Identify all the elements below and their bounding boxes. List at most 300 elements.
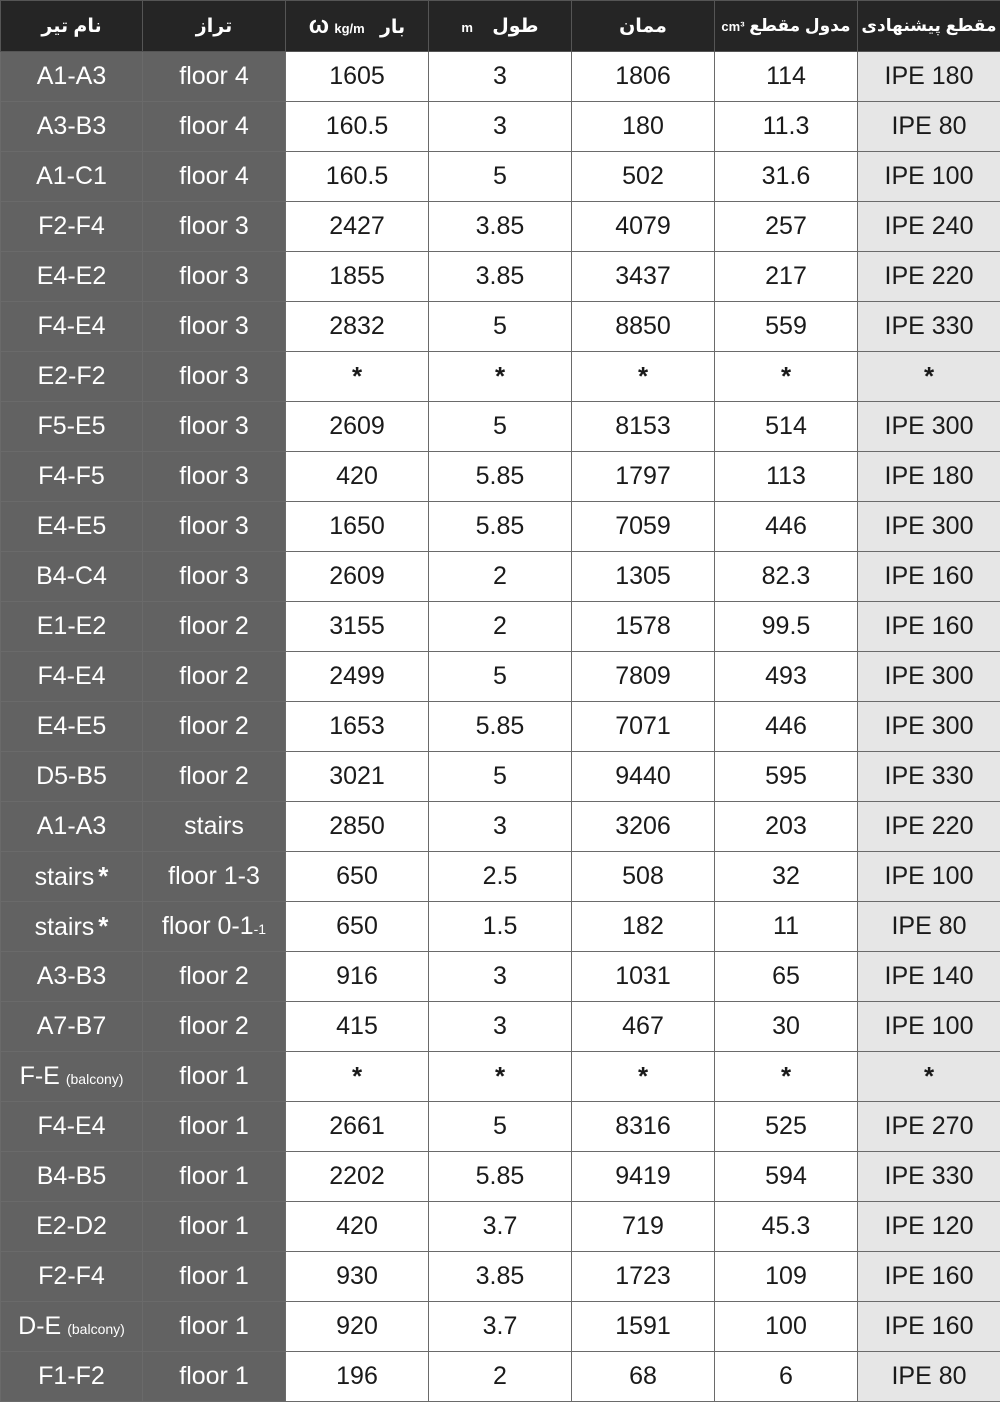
length-cell-text: 5 xyxy=(493,1112,507,1140)
load-cell xyxy=(286,652,429,702)
beam-name-cell xyxy=(1,952,143,1002)
moment-cell-text: 1031 xyxy=(615,962,671,990)
level-cell-text: floor 3 xyxy=(179,512,249,540)
load-cell-text: 650 xyxy=(336,912,378,940)
modulus-cell-text: 203 xyxy=(765,812,807,840)
level-cell xyxy=(143,952,286,1002)
load-cell xyxy=(286,1052,429,1102)
level-cell-text: floor 2 xyxy=(179,1012,249,1040)
header-length xyxy=(429,1,572,52)
moment-cell xyxy=(572,1052,715,1102)
beam-name-cell-text: E4-E5 xyxy=(36,512,107,540)
length-cell xyxy=(429,1352,572,1402)
level-cell-text: floor 3 xyxy=(179,212,249,240)
level-cell-text: floor 3 xyxy=(179,262,249,290)
length-cell xyxy=(429,202,572,252)
beam-name-cell xyxy=(1,502,143,552)
beam-name-cell xyxy=(1,202,143,252)
moment-cell-text: 1578 xyxy=(615,612,671,640)
length-cell-text: 5 xyxy=(493,162,507,190)
modulus-cell xyxy=(715,1102,858,1152)
table-row xyxy=(1,952,1000,1002)
section-cell xyxy=(858,402,1000,452)
load-cell xyxy=(286,1352,429,1402)
load-cell-text: 1855 xyxy=(329,262,385,290)
moment-cell-text: 1305 xyxy=(615,562,671,590)
moment-cell xyxy=(572,852,715,902)
beam-name-cell-text: A3-B3 xyxy=(36,962,107,990)
beam-name-cell-text: F2-F4 xyxy=(38,1262,105,1290)
modulus-cell-text: 493 xyxy=(765,662,807,690)
length-cell-text: 5 xyxy=(493,312,507,340)
moment-cell-text: 7809 xyxy=(615,662,671,690)
moment-cell xyxy=(572,202,715,252)
section-cell-text: IPE 330 xyxy=(884,312,974,340)
moment-cell xyxy=(572,952,715,1002)
table-row xyxy=(1,552,1000,602)
length-cell xyxy=(429,302,572,352)
header-modulus xyxy=(715,1,858,52)
modulus-cell xyxy=(715,1002,858,1052)
load-cell-text: 160.5 xyxy=(325,162,389,190)
level-cell xyxy=(143,1202,286,1252)
length-label: طول xyxy=(492,15,539,37)
moment-cell-text: 508 xyxy=(622,862,664,890)
level-cell-text: floor 1 xyxy=(179,1262,249,1290)
beam-name-cell-text: B4-C4 xyxy=(36,562,107,590)
section-cell xyxy=(858,652,1000,702)
level-cell-text: floor 2 xyxy=(179,962,249,990)
table-row xyxy=(1,602,1000,652)
header-section: مقطع پیشنهادی xyxy=(858,1,1000,52)
length-cell-text: 3.85 xyxy=(475,1262,525,1290)
load-cell xyxy=(286,902,429,952)
level-cell xyxy=(143,1102,286,1152)
beam-name-note: (balcony) xyxy=(67,1321,125,1337)
level-cell-text: floor 1 xyxy=(179,1362,249,1390)
level-cell-text: floor 3 xyxy=(179,312,249,340)
moment-cell-text: 1806 xyxy=(615,62,671,90)
length-cell xyxy=(429,1152,572,1202)
length-cell-text: 3.7 xyxy=(482,1212,518,1240)
moment-cell xyxy=(572,1302,715,1352)
section-cell-text: IPE 330 xyxy=(884,762,974,790)
load-unit: kg/m xyxy=(334,21,365,36)
section-cell xyxy=(858,302,1000,352)
beam-name-cell xyxy=(1,602,143,652)
modulus-cell-text: 217 xyxy=(765,262,807,290)
length-cell-text: 5 xyxy=(493,662,507,690)
load-cell xyxy=(286,202,429,252)
table-body xyxy=(1,52,1000,1402)
beam-name-cell xyxy=(1,252,143,302)
moment-cell xyxy=(572,802,715,852)
length-cell-text: 2 xyxy=(493,562,507,590)
level-cell-text: floor 3 xyxy=(179,562,249,590)
length-cell-text: 3 xyxy=(493,112,507,140)
modulus-cell-text: 114 xyxy=(766,62,806,90)
section-cell xyxy=(858,152,1000,202)
moment-cell xyxy=(572,652,715,702)
moment-cell-text: 3437 xyxy=(615,262,671,290)
level-cell xyxy=(143,102,286,152)
modulus-cell xyxy=(715,552,858,602)
beam-name-cell-text: stairs xyxy=(34,863,95,891)
load-cell-text: 160.5 xyxy=(325,112,389,140)
level-cell-text: floor 4 xyxy=(179,112,249,140)
level-cell-text: floor 1 xyxy=(179,1112,249,1140)
table-row xyxy=(1,702,1000,752)
beam-name-cell-text: B4-B5 xyxy=(36,1162,107,1190)
table-row xyxy=(1,902,1000,952)
modulus-cell-text: 109 xyxy=(765,1262,807,1290)
section-cell-text: IPE 100 xyxy=(884,1012,974,1040)
length-cell-text: 3 xyxy=(493,812,507,840)
moment-cell xyxy=(572,1352,715,1402)
length-cell xyxy=(429,252,572,302)
modulus-cell xyxy=(715,452,858,502)
section-cell-text: * xyxy=(923,1061,935,1091)
modulus-cell-text: 82.3 xyxy=(761,562,811,590)
length-cell xyxy=(429,852,572,902)
moment-cell xyxy=(572,452,715,502)
beam-name-cell-text: F4-E4 xyxy=(37,662,106,690)
load-cell xyxy=(286,1002,429,1052)
table-row xyxy=(1,1252,1000,1302)
level-cell-text: floor 3 xyxy=(179,462,249,490)
table-row xyxy=(1,1352,1000,1402)
beam-name-cell-text: F5-E5 xyxy=(37,412,106,440)
modulus-cell-text: 45.3 xyxy=(761,1212,811,1240)
moment-cell-text: * xyxy=(637,1061,649,1091)
length-cell xyxy=(429,402,572,452)
moment-cell xyxy=(572,1152,715,1202)
level-cell-text: floor 0-1 xyxy=(161,912,254,940)
section-cell xyxy=(858,1302,1000,1352)
modulus-cell-text: 99.5 xyxy=(761,612,811,640)
moment-cell-text: 68 xyxy=(629,1362,657,1390)
modulus-cell xyxy=(715,152,858,202)
modulus-unit: cm³ xyxy=(721,19,745,34)
load-cell-text: 2427 xyxy=(329,212,385,240)
load-cell xyxy=(286,1252,429,1302)
section-cell-text: IPE 220 xyxy=(884,812,974,840)
level-cell xyxy=(143,152,286,202)
beam-name-cell-text: F1-F2 xyxy=(38,1362,105,1390)
table-row xyxy=(1,252,1000,302)
load-cell-text: 916 xyxy=(336,962,378,990)
section-cell xyxy=(858,1352,1000,1402)
header-level: تراز xyxy=(143,1,286,52)
level-cell-text: floor 3 xyxy=(179,412,249,440)
modulus-cell-text: 257 xyxy=(765,212,807,240)
section-cell-text: IPE 120 xyxy=(884,1212,974,1240)
table-row xyxy=(1,1102,1000,1152)
length-cell xyxy=(429,652,572,702)
load-cell-text: 2832 xyxy=(329,312,385,340)
level-cell xyxy=(143,52,286,102)
load-cell xyxy=(286,702,429,752)
load-cell xyxy=(286,602,429,652)
table-row xyxy=(1,852,1000,902)
section-cell xyxy=(858,1002,1000,1052)
moment-cell-text: 182 xyxy=(622,912,664,940)
table-row xyxy=(1,802,1000,852)
load-cell-text: 930 xyxy=(336,1262,378,1290)
modulus-cell-text: 113 xyxy=(766,462,806,490)
level-cell xyxy=(143,402,286,452)
modulus-cell-text: 559 xyxy=(765,312,807,340)
moment-cell xyxy=(572,102,715,152)
load-cell-text: 2499 xyxy=(329,662,385,690)
section-cell xyxy=(858,952,1000,1002)
beam-name-cell xyxy=(1,552,143,602)
table-row xyxy=(1,52,1000,102)
moment-cell xyxy=(572,152,715,202)
section-cell-text: IPE 220 xyxy=(884,262,974,290)
load-cell-text: 1605 xyxy=(329,62,385,90)
section-cell-text: IPE 80 xyxy=(891,1362,967,1390)
level-cell-text: floor 1 xyxy=(179,1212,249,1240)
moment-cell-text: 467 xyxy=(622,1012,664,1040)
length-cell-text: 2.5 xyxy=(482,862,518,890)
length-cell xyxy=(429,1052,572,1102)
beam-name-cell-text: D-E xyxy=(18,1312,62,1340)
modulus-cell xyxy=(715,202,858,252)
level-cell xyxy=(143,352,286,402)
load-cell xyxy=(286,1302,429,1352)
length-cell xyxy=(429,752,572,802)
level-cell-text: floor 2 xyxy=(179,612,249,640)
length-cell-text: * xyxy=(494,1061,506,1091)
moment-cell xyxy=(572,702,715,752)
moment-cell xyxy=(572,1252,715,1302)
modulus-cell-text: 65 xyxy=(772,962,800,990)
level-cell xyxy=(143,252,286,302)
section-cell xyxy=(858,702,1000,752)
header-moment: ممان xyxy=(572,1,715,52)
level-subscript: -1 xyxy=(253,921,267,937)
length-cell-text: 1.5 xyxy=(482,912,518,940)
moment-cell-text: 8153 xyxy=(615,412,671,440)
beam-name-cell xyxy=(1,902,143,952)
beam-name-asterisk: * xyxy=(98,861,109,891)
length-cell xyxy=(429,602,572,652)
moment-cell xyxy=(572,902,715,952)
length-cell xyxy=(429,902,572,952)
header-beam-name: نام تیر xyxy=(1,1,143,52)
beam-name-asterisk: * xyxy=(98,911,109,941)
load-cell xyxy=(286,402,429,452)
length-cell xyxy=(429,52,572,102)
modulus-cell xyxy=(715,1202,858,1252)
beam-name-cell xyxy=(1,152,143,202)
modulus-cell xyxy=(715,52,858,102)
moment-cell xyxy=(572,302,715,352)
table-row xyxy=(1,752,1000,802)
table-row xyxy=(1,1202,1000,1252)
section-cell-text: IPE 80 xyxy=(891,112,967,140)
beam-name-cell-text: D5-B5 xyxy=(36,762,107,790)
level-cell xyxy=(143,602,286,652)
load-cell-text: 1653 xyxy=(329,712,385,740)
level-cell-text: floor 2 xyxy=(179,712,249,740)
section-cell-text: IPE 100 xyxy=(884,862,974,890)
table-row xyxy=(1,1052,1000,1102)
beam-name-cell xyxy=(1,1202,143,1252)
length-cell xyxy=(429,552,572,602)
moment-cell xyxy=(572,1002,715,1052)
level-cell xyxy=(143,452,286,502)
level-cell xyxy=(143,852,286,902)
modulus-cell xyxy=(715,802,858,852)
length-cell-text: 3.7 xyxy=(482,1312,518,1340)
length-cell xyxy=(429,1202,572,1252)
section-cell xyxy=(858,1202,1000,1252)
table-row xyxy=(1,202,1000,252)
section-cell-text: IPE 160 xyxy=(884,1312,974,1340)
table-row xyxy=(1,1002,1000,1052)
level-cell xyxy=(143,1002,286,1052)
load-cell-text: 920 xyxy=(336,1312,378,1340)
section-cell-text: IPE 240 xyxy=(884,212,974,240)
moment-cell-text: 1723 xyxy=(615,1262,671,1290)
length-cell-text: 5.85 xyxy=(475,712,525,740)
length-cell xyxy=(429,1252,572,1302)
header-row xyxy=(1,1,1000,52)
length-cell xyxy=(429,702,572,752)
modulus-label: مدول مقطع xyxy=(749,16,851,35)
moment-cell-text: 4079 xyxy=(615,212,671,240)
beam-name-cell-text: F2-F4 xyxy=(38,212,105,240)
section-cell xyxy=(858,802,1000,852)
beam-name-cell-text: A1-C1 xyxy=(36,162,107,190)
modulus-cell xyxy=(715,602,858,652)
load-cell-text: 420 xyxy=(336,1212,378,1240)
moment-cell xyxy=(572,1202,715,1252)
beam-name-cell-text: A3-B3 xyxy=(36,112,107,140)
level-cell-text: stairs xyxy=(184,812,244,840)
section-cell xyxy=(858,452,1000,502)
level-cell-text: floor 1 xyxy=(179,1312,249,1340)
moment-cell xyxy=(572,552,715,602)
length-cell xyxy=(429,952,572,1002)
length-cell-text: 5.85 xyxy=(475,1162,525,1190)
beam-name-cell xyxy=(1,652,143,702)
section-cell-text: IPE 80 xyxy=(891,912,967,940)
table-row xyxy=(1,452,1000,502)
load-cell xyxy=(286,752,429,802)
load-cell-text: 2850 xyxy=(329,812,385,840)
section-cell xyxy=(858,1152,1000,1202)
moment-cell-text: 3206 xyxy=(615,812,671,840)
length-cell-text: * xyxy=(494,361,506,391)
modulus-cell xyxy=(715,1152,858,1202)
length-cell-text: 3 xyxy=(493,1012,507,1040)
beam-name-cell xyxy=(1,102,143,152)
moment-cell-text: 1591 xyxy=(615,1312,671,1340)
modulus-cell xyxy=(715,102,858,152)
level-cell xyxy=(143,1152,286,1202)
load-cell-text: 196 xyxy=(336,1362,378,1390)
moment-cell xyxy=(572,252,715,302)
section-cell xyxy=(858,352,1000,402)
moment-cell-text: 9419 xyxy=(615,1162,671,1190)
load-cell-text: 2609 xyxy=(329,412,385,440)
modulus-cell-text: * xyxy=(780,361,792,391)
length-cell xyxy=(429,1002,572,1052)
moment-cell xyxy=(572,1102,715,1152)
beam-name-cell-text: F-E xyxy=(19,1062,60,1090)
modulus-cell-text: 594 xyxy=(765,1162,807,1190)
length-cell-text: 3.85 xyxy=(475,212,525,240)
load-cell-text: 2609 xyxy=(329,562,385,590)
beam-name-cell-text: E4-E2 xyxy=(36,262,107,290)
table-row xyxy=(1,502,1000,552)
level-cell-text: floor 3 xyxy=(179,362,249,390)
length-cell xyxy=(429,102,572,152)
load-cell-text: 415 xyxy=(336,1012,378,1040)
length-cell xyxy=(429,352,572,402)
length-cell-text: 3.85 xyxy=(475,262,525,290)
level-cell-text: floor 1 xyxy=(179,1162,249,1190)
beam-name-cell-text: A1-A3 xyxy=(36,62,107,90)
section-cell xyxy=(858,1252,1000,1302)
beam-name-cell-text: stairs xyxy=(34,913,95,941)
modulus-cell xyxy=(715,1302,858,1352)
beam-name-cell xyxy=(1,852,143,902)
modulus-cell-text: 6 xyxy=(779,1362,793,1390)
modulus-cell xyxy=(715,902,858,952)
section-cell xyxy=(858,502,1000,552)
modulus-cell xyxy=(715,352,858,402)
level-cell xyxy=(143,902,286,952)
level-cell-text: floor 4 xyxy=(179,162,249,190)
beam-name-cell-text: E2-D2 xyxy=(36,1212,107,1240)
load-cell-text: 1650 xyxy=(329,512,385,540)
modulus-cell-text: 514 xyxy=(765,412,807,440)
section-cell xyxy=(858,852,1000,902)
level-cell xyxy=(143,1252,286,1302)
modulus-cell xyxy=(715,252,858,302)
load-cell-text: 2202 xyxy=(329,1162,385,1190)
section-cell xyxy=(858,1102,1000,1152)
table-row xyxy=(1,152,1000,202)
modulus-cell-text: 446 xyxy=(765,712,807,740)
load-cell xyxy=(286,302,429,352)
beam-name-cell xyxy=(1,402,143,452)
length-cell-text: 2 xyxy=(493,612,507,640)
length-cell-text: 5 xyxy=(493,762,507,790)
beam-name-cell-text: A1-A3 xyxy=(36,812,107,840)
length-cell xyxy=(429,152,572,202)
level-cell xyxy=(143,752,286,802)
length-cell xyxy=(429,802,572,852)
table-row xyxy=(1,652,1000,702)
section-cell-text: IPE 160 xyxy=(884,562,974,590)
section-cell xyxy=(858,202,1000,252)
level-cell xyxy=(143,802,286,852)
load-cell xyxy=(286,802,429,852)
moment-cell-text: 502 xyxy=(622,162,664,190)
length-cell xyxy=(429,502,572,552)
modulus-cell xyxy=(715,702,858,752)
load-cell xyxy=(286,252,429,302)
level-cell xyxy=(143,552,286,602)
load-cell-text: 3021 xyxy=(329,762,385,790)
beam-name-cell xyxy=(1,702,143,752)
section-cell xyxy=(858,552,1000,602)
